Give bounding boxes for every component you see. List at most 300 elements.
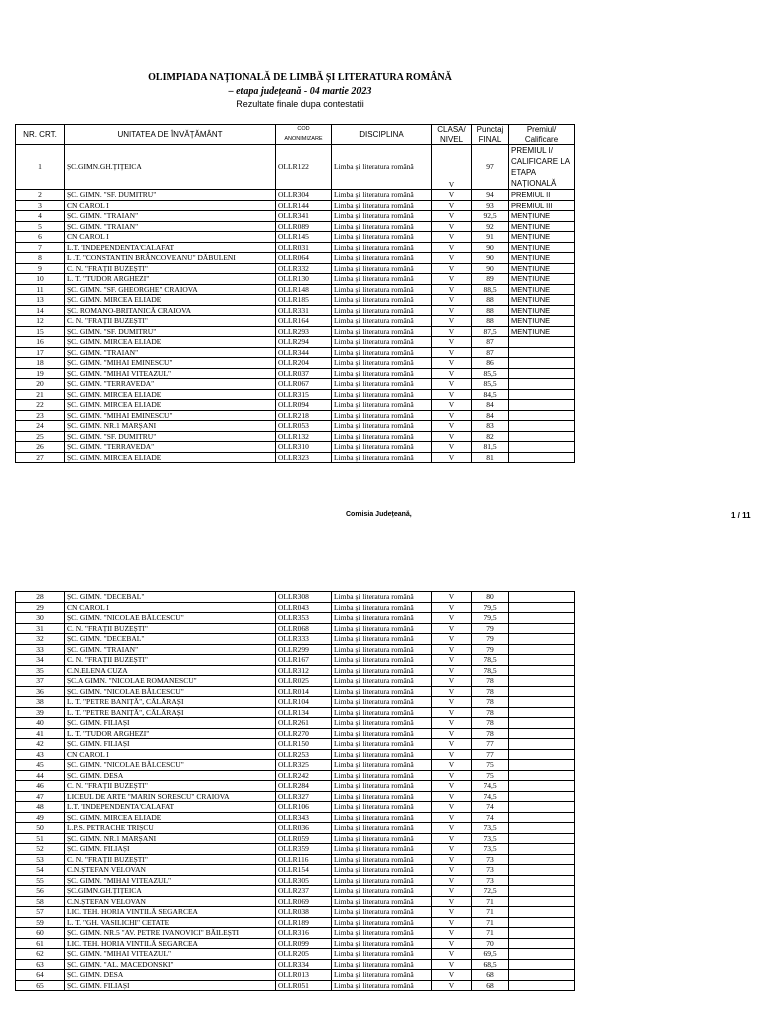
cell-unitate: C. N. "FRAȚII BUZEȘTI" [65, 623, 276, 634]
cell-punctaj: 73,5 [472, 833, 509, 844]
cell-cod: OLLR218 [276, 410, 332, 421]
cell-unitate: ȘC. GIMN. "MIHAI EMINESCU" [65, 358, 276, 369]
table-header-row [16, 125, 575, 145]
cell-clasa: V [432, 749, 472, 760]
cell-premiu [509, 802, 575, 813]
cell-unitate: C. N. "FRAȚII BUZEȘTI" [65, 655, 276, 666]
table-row [16, 389, 575, 400]
table-row [16, 602, 575, 613]
cell-premiu: MENȚIUNE [509, 232, 575, 243]
cell-cod: OLLR036 [276, 823, 332, 834]
cell-unitate: ȘC. GIMN. "SF. GHEORGHE" CRAIOVA [65, 284, 276, 295]
cell-nr: 22 [16, 400, 65, 411]
cell-cod: OLLR106 [276, 802, 332, 813]
cell-nr: 5 [16, 221, 65, 232]
cell-unitate: L. T. "PETRE BANIȚĂ", CĂLĂRAȘI [65, 697, 276, 708]
cell-punctaj: 83 [472, 421, 509, 432]
header-unitate: UNITATEA DE ÎNVĂȚĂMÂNT [65, 125, 276, 145]
cell-premiu: PREMIUL III [509, 200, 575, 211]
cell-disciplina: Limba și literatura română [332, 347, 432, 358]
cell-premiu [509, 791, 575, 802]
cell-disciplina: Limba și literatura română [332, 959, 432, 970]
cell-unitate: C.N.ELENA CUZA [65, 665, 276, 676]
cell-punctaj: 97 [472, 145, 509, 190]
cell-cod: OLLR270 [276, 728, 332, 739]
cell-disciplina: Limba și literatura română [332, 316, 432, 327]
cell-clasa: V [432, 938, 472, 949]
cell-unitate: LIC. TEH. HORIA VINTILĂ SEGARCEA [65, 907, 276, 918]
cell-unitate: ȘC. GIMN. "AL. MACEDONSKI" [65, 959, 276, 970]
cell-disciplina: Limba și literatura română [332, 379, 432, 390]
cell-disciplina: Limba și literatura română [332, 284, 432, 295]
cell-nr: 58 [16, 896, 65, 907]
cell-unitate: ȘC. GIMN. "MIHAI VITEAZUL" [65, 875, 276, 886]
cell-unitate: ȘC. GIMN. "MIHAI VITEAZUL" [65, 949, 276, 960]
table-row [16, 400, 575, 411]
cell-premiu: MENȚIUNE [509, 274, 575, 285]
cell-cod: OLLR014 [276, 686, 332, 697]
cell-cod: OLLR316 [276, 928, 332, 939]
table-row [16, 760, 575, 771]
cell-unitate: ȘC. GIMN. MIRCEA ELIADE [65, 295, 276, 306]
cell-disciplina: Limba și literatura română [332, 623, 432, 634]
cell-punctaj: 71 [472, 907, 509, 918]
cell-premiu [509, 400, 575, 411]
cell-punctaj: 80 [472, 592, 509, 603]
cell-premiu [509, 665, 575, 676]
cell-nr: 27 [16, 452, 65, 463]
cell-nr: 38 [16, 697, 65, 708]
cell-clasa: V [432, 770, 472, 781]
cell-unitate: C.N.ȘTEFAN VELOVAN [65, 896, 276, 907]
table-row [16, 959, 575, 970]
cell-punctaj: 81 [472, 452, 509, 463]
cell-unitate: ȘC. GIMN. MIRCEA ELIADE [65, 337, 276, 348]
cell-unitate: ȘC. GIMN. MIRCEA ELIADE [65, 452, 276, 463]
cell-clasa: V [432, 242, 472, 253]
cell-cod: OLLR122 [276, 145, 332, 190]
cell-disciplina: Limba și literatura română [332, 221, 432, 232]
cell-punctaj: 74 [472, 802, 509, 813]
cell-punctaj: 87 [472, 347, 509, 358]
cell-disciplina: Limba și literatura română [332, 431, 432, 442]
cell-nr: 62 [16, 949, 65, 960]
cell-nr: 19 [16, 368, 65, 379]
table-row [16, 274, 575, 285]
cell-cod: OLLR130 [276, 274, 332, 285]
cell-clasa: V [432, 791, 472, 802]
cell-cod: OLLR132 [276, 431, 332, 442]
cell-disciplina: Limba și literatura română [332, 263, 432, 274]
cell-punctaj: 88 [472, 316, 509, 327]
cell-nr: 29 [16, 602, 65, 613]
cell-unitate: L.T. 'INDEPENDENTA'CALAFAT [65, 242, 276, 253]
cell-unitate: ȘC. GIMN. "TRAIAN" [65, 211, 276, 222]
cell-disciplina: Limba și literatura română [332, 305, 432, 316]
cell-nr: 1 [16, 145, 65, 190]
cell-cod: OLLR204 [276, 358, 332, 369]
cell-unitate: ȘC.GIMN.GH.ȚIȚEICA [65, 145, 276, 190]
cell-punctaj: 94 [472, 190, 509, 201]
cell-nr: 41 [16, 728, 65, 739]
cell-unitate: ȘC. GIMN. FILIAȘI [65, 739, 276, 750]
cell-disciplina: Limba și literatura română [332, 980, 432, 991]
cell-unitate: ȘC. GIMN. DESA [65, 970, 276, 981]
table-row [16, 665, 575, 676]
cell-clasa: V [432, 389, 472, 400]
cell-clasa: V [432, 347, 472, 358]
cell-cod: OLLR148 [276, 284, 332, 295]
cell-clasa: V [432, 655, 472, 666]
cell-nr: 33 [16, 644, 65, 655]
cell-punctaj: 71 [472, 928, 509, 939]
table-row [16, 812, 575, 823]
cell-disciplina: Limba și literatura română [332, 886, 432, 897]
cell-nr: 7 [16, 242, 65, 253]
cell-punctaj: 92,5 [472, 211, 509, 222]
cell-clasa: V [432, 907, 472, 918]
cell-disciplina: Limba și literatura română [332, 242, 432, 253]
table-row [16, 410, 575, 421]
header-punctaj: Punctaj FINAL [472, 125, 509, 145]
cell-disciplina: Limba și literatura română [332, 274, 432, 285]
cell-clasa: V [432, 676, 472, 687]
cell-unitate: ȘC. GIMN. "MIHAI VITEAZUL" [65, 368, 276, 379]
cell-punctaj: 78 [472, 707, 509, 718]
cell-disciplina: Limba și literatura română [332, 232, 432, 243]
cell-unitate: ȘC. GIMN. "DECEBAL" [65, 592, 276, 603]
cell-unitate: ȘC. GIMN. NR.5 "AV. PETRE IVANOVICI" BĂILEȘTI [65, 928, 276, 939]
cell-disciplina: Limba și literatura română [332, 389, 432, 400]
table-row [16, 284, 575, 295]
cell-unitate: ȘC. GIMN. "NICOLAE BĂLCESCU" [65, 613, 276, 624]
cell-premiu [509, 676, 575, 687]
cell-clasa: V [432, 284, 472, 295]
cell-punctaj: 90 [472, 253, 509, 264]
cell-premiu [509, 452, 575, 463]
cell-punctaj: 92 [472, 221, 509, 232]
cell-unitate: ȘC. GIMN. "DECEBAL" [65, 634, 276, 645]
results-table-page-2 [15, 591, 575, 991]
cell-disciplina: Limba și literatura română [332, 613, 432, 624]
table-row [16, 676, 575, 687]
cell-disciplina: Limba și literatura română [332, 907, 432, 918]
cell-premiu: MENȚIUNE [509, 305, 575, 316]
cell-premiu [509, 655, 575, 666]
cell-cod: OLLR164 [276, 316, 332, 327]
table-row [16, 781, 575, 792]
table-row [16, 802, 575, 813]
cell-nr: 12 [16, 316, 65, 327]
cell-clasa: V [432, 379, 472, 390]
cell-disciplina: Limba și literatura română [332, 938, 432, 949]
cell-clasa: V [432, 253, 472, 264]
cell-nr: 40 [16, 718, 65, 729]
table-row [16, 316, 575, 327]
cell-nr: 50 [16, 823, 65, 834]
cell-premiu: MENȚIUNE [509, 221, 575, 232]
cell-clasa: V [432, 442, 472, 453]
cell-nr: 35 [16, 665, 65, 676]
cell-disciplina: Limba și literatura română [332, 770, 432, 781]
cell-disciplina: Limba și literatura română [332, 749, 432, 760]
cell-clasa: V [432, 410, 472, 421]
cell-nr: 24 [16, 421, 65, 432]
footer-page-number: 1 / 11 [731, 511, 751, 520]
cell-punctaj: 68 [472, 970, 509, 981]
cell-nr: 52 [16, 844, 65, 855]
document-title: OLIMPIADA NAȚIONALĂ DE LIMBĂ ȘI LITERATURA ROMÂNĂ [148, 72, 452, 83]
cell-nr: 14 [16, 305, 65, 316]
cell-clasa: V [432, 707, 472, 718]
cell-unitate: ȘC. GIMN. "NICOLAE BĂLCESCU" [65, 760, 276, 771]
cell-punctaj: 78 [472, 686, 509, 697]
cell-cod: OLLR341 [276, 211, 332, 222]
cell-unitate: ȘC. GIMN. MIRCEA ELIADE [65, 812, 276, 823]
cell-premiu [509, 421, 575, 432]
cell-clasa: V [432, 980, 472, 991]
cell-clasa: V [432, 760, 472, 771]
table-row [16, 190, 575, 201]
cell-disciplina: Limba și literatura română [332, 686, 432, 697]
cell-cod: OLLR312 [276, 665, 332, 676]
cell-premiu [509, 697, 575, 708]
table-row [16, 770, 575, 781]
cell-clasa: V [432, 665, 472, 676]
cell-clasa: V [432, 592, 472, 603]
cell-unitate: L .T. "CONSTANTIN BRÂNCOVEANU" DĂBULENI [65, 253, 276, 264]
cell-disciplina: Limba și literatura română [332, 928, 432, 939]
cell-cod: OLLR031 [276, 242, 332, 253]
cell-cod: OLLR327 [276, 791, 332, 802]
table-row [16, 728, 575, 739]
cell-clasa: V [432, 823, 472, 834]
cell-punctaj: 85,5 [472, 379, 509, 390]
cell-clasa: V [432, 802, 472, 813]
cell-disciplina: Limba și literatura română [332, 728, 432, 739]
cell-cod: OLLR134 [276, 707, 332, 718]
cell-disciplina: Limba și literatura română [332, 875, 432, 886]
table-row [16, 452, 575, 463]
cell-disciplina: Limba și literatura română [332, 665, 432, 676]
cell-punctaj: 87,5 [472, 326, 509, 337]
cell-premiu: MENȚIUNE [509, 242, 575, 253]
cell-punctaj: 78 [472, 718, 509, 729]
table-row [16, 347, 575, 358]
cell-punctaj: 68,5 [472, 959, 509, 970]
footer-commission: Comisia Județeană, [346, 511, 412, 518]
cell-clasa: V [432, 145, 472, 190]
cell-cod: OLLR025 [276, 676, 332, 687]
cell-punctaj: 75 [472, 770, 509, 781]
header-nr: NR. CRT. [16, 125, 65, 145]
cell-unitate: ȘC. ROMANO-BRITANICĂ CRAIOVA [65, 305, 276, 316]
cell-punctaj: 75 [472, 760, 509, 771]
cell-clasa: V [432, 718, 472, 729]
cell-unitate: L. T. "GH. VASILICHI" CETATE [65, 917, 276, 928]
document-subtitle: – etapa județeană - 04 martie 2023 [228, 86, 372, 97]
cell-punctaj: 84,5 [472, 389, 509, 400]
cell-clasa: V [432, 896, 472, 907]
cell-nr: 60 [16, 928, 65, 939]
cell-clasa: V [432, 368, 472, 379]
cell-premiu [509, 431, 575, 442]
cell-unitate: CN CAROL I [65, 749, 276, 760]
cell-clasa: V [432, 970, 472, 981]
cell-premiu [509, 833, 575, 844]
table-row [16, 865, 575, 876]
cell-clasa: V [432, 928, 472, 939]
cell-clasa: V [432, 949, 472, 960]
cell-punctaj: 82 [472, 431, 509, 442]
cell-punctaj: 78 [472, 728, 509, 739]
cell-cod: OLLR069 [276, 896, 332, 907]
cell-unitate: LICEUL DE ARTE "MARIN SORESCU" CRAIOVA [65, 791, 276, 802]
cell-nr: 2 [16, 190, 65, 201]
cell-unitate: C. N. "FRAȚII BUZEȘTI" [65, 781, 276, 792]
cell-punctaj: 77 [472, 749, 509, 760]
cell-cod: OLLR304 [276, 190, 332, 201]
header-cod: COD ANONIMIZARE [276, 125, 332, 145]
cell-clasa: V [432, 686, 472, 697]
cell-punctaj: 90 [472, 242, 509, 253]
cell-punctaj: 78,5 [472, 665, 509, 676]
cell-premiu [509, 368, 575, 379]
cell-cod: OLLR333 [276, 634, 332, 645]
cell-nr: 55 [16, 875, 65, 886]
cell-nr: 25 [16, 431, 65, 442]
cell-punctaj: 77 [472, 739, 509, 750]
cell-premiu [509, 442, 575, 453]
cell-nr: 59 [16, 917, 65, 928]
cell-punctaj: 93 [472, 200, 509, 211]
cell-clasa: V [432, 200, 472, 211]
cell-clasa: V [432, 781, 472, 792]
cell-premiu [509, 760, 575, 771]
cell-cod: OLLR237 [276, 886, 332, 897]
table-row [16, 211, 575, 222]
header-clasa: CLASA/ NIVEL [432, 125, 472, 145]
cell-premiu: MENȚIUNE [509, 326, 575, 337]
cell-nr: 37 [16, 676, 65, 687]
cell-nr: 36 [16, 686, 65, 697]
cell-premiu [509, 781, 575, 792]
cell-disciplina: Limba și literatura română [332, 655, 432, 666]
cell-nr: 47 [16, 791, 65, 802]
cell-clasa: V [432, 854, 472, 865]
cell-disciplina: Limba și literatura română [332, 200, 432, 211]
cell-premiu [509, 917, 575, 928]
cell-cod: OLLR334 [276, 959, 332, 970]
cell-unitate: L. T. "TUDOR ARGHEZI" [65, 728, 276, 739]
cell-clasa: V [432, 263, 472, 274]
cell-punctaj: 70 [472, 938, 509, 949]
table-row [16, 833, 575, 844]
cell-disciplina: Limba și literatura română [332, 400, 432, 411]
cell-unitate: ȘC. GIMN. NR.1 MARȘANI [65, 421, 276, 432]
cell-unitate: ȘC. GIMN. MIRCEA ELIADE [65, 400, 276, 411]
cell-disciplina: Limba și literatura română [332, 190, 432, 201]
cell-premiu [509, 728, 575, 739]
header-premiu: Premiul/ Calificare [509, 125, 575, 145]
cell-cod: OLLR116 [276, 854, 332, 865]
cell-nr: 45 [16, 760, 65, 771]
cell-clasa: V [432, 274, 472, 285]
cell-unitate: ȘC. GIMN. MIRCEA ELIADE [65, 389, 276, 400]
cell-disciplina: Limba și literatura română [332, 145, 432, 190]
cell-disciplina: Limba și literatura română [332, 865, 432, 876]
cell-clasa: V [432, 305, 472, 316]
cell-punctaj: 89 [472, 274, 509, 285]
cell-disciplina: Limba și literatura română [332, 791, 432, 802]
cell-premiu [509, 875, 575, 886]
cell-nr: 28 [16, 592, 65, 603]
cell-clasa: V [432, 623, 472, 634]
cell-unitate: ȘC. GIMN. "SF. DUMITRU" [65, 431, 276, 442]
cell-premiu [509, 347, 575, 358]
cell-cod: OLLR037 [276, 368, 332, 379]
cell-premiu [509, 907, 575, 918]
cell-clasa: V [432, 211, 472, 222]
table-row [16, 379, 575, 390]
cell-unitate: ȘC. GIMN. DESA [65, 770, 276, 781]
cell-cod: OLLR323 [276, 452, 332, 463]
cell-nr: 48 [16, 802, 65, 813]
table-row [16, 718, 575, 729]
cell-cod: OLLR068 [276, 623, 332, 634]
cell-disciplina: Limba și literatura română [332, 707, 432, 718]
cell-nr: 31 [16, 623, 65, 634]
table-row [16, 854, 575, 865]
cell-premiu [509, 886, 575, 897]
cell-unitate: ȘC. GIMN. "TRAIAN" [65, 347, 276, 358]
cell-clasa: V [432, 602, 472, 613]
cell-unitate: CN CAROL I [65, 602, 276, 613]
cell-punctaj: 74 [472, 812, 509, 823]
cell-nr: 39 [16, 707, 65, 718]
cell-punctaj: 73 [472, 854, 509, 865]
table-row [16, 613, 575, 624]
cell-cod: OLLR059 [276, 833, 332, 844]
cell-punctaj: 74,5 [472, 781, 509, 792]
cell-unitate: ȘC. GIMN. NR.1 MARȘANI [65, 833, 276, 844]
cell-unitate: CN CAROL I [65, 232, 276, 243]
cell-clasa: V [432, 400, 472, 411]
table-row [16, 644, 575, 655]
cell-clasa: V [432, 739, 472, 750]
cell-cod: OLLR099 [276, 938, 332, 949]
cell-nr: 13 [16, 295, 65, 306]
cell-cod: OLLR104 [276, 697, 332, 708]
table-row [16, 749, 575, 760]
cell-cod: OLLR343 [276, 812, 332, 823]
cell-disciplina: Limba și literatura română [332, 833, 432, 844]
cell-unitate: CN CAROL I [65, 200, 276, 211]
cell-premiu [509, 707, 575, 718]
cell-premiu [509, 337, 575, 348]
cell-cod: OLLR353 [276, 613, 332, 624]
cell-disciplina: Limba și literatura română [332, 844, 432, 855]
cell-premiu [509, 949, 575, 960]
cell-punctaj: 73,5 [472, 823, 509, 834]
cell-clasa: V [432, 875, 472, 886]
table-row [16, 232, 575, 243]
cell-cod: OLLR325 [276, 760, 332, 771]
cell-punctaj: 79,5 [472, 613, 509, 624]
cell-clasa: V [432, 358, 472, 369]
table-row [16, 896, 575, 907]
table-row [16, 337, 575, 348]
